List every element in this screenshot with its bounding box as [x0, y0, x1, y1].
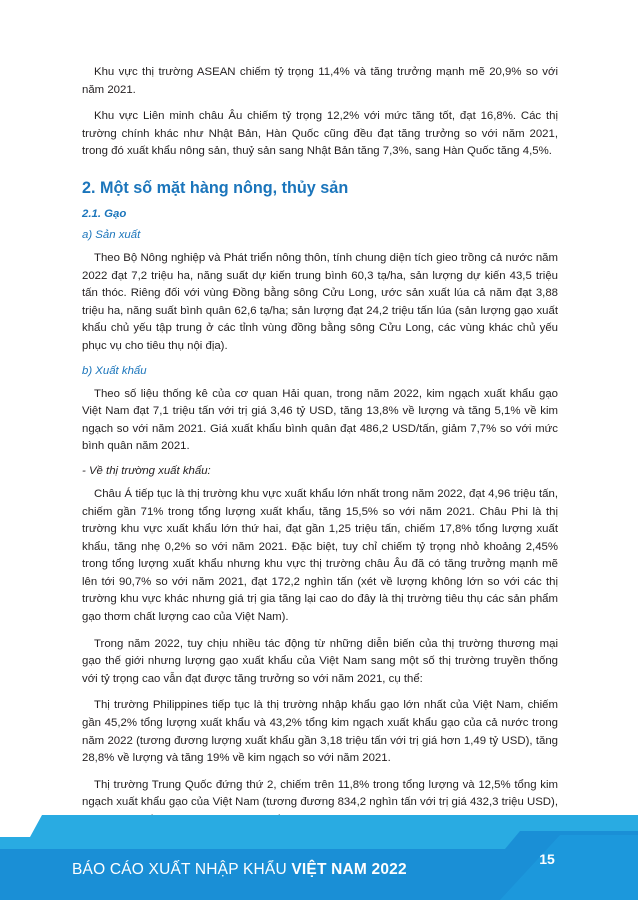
footer-title-regular: BÁO CÁO XUẤT NHẬP KHẨU: [72, 861, 292, 878]
market-note: - Về thị trường xuất khẩu:: [82, 464, 211, 477]
paragraph-production: Theo Bộ Nông nghiệp và Phát triển nông thôn, tính chung diện tích gieo trồng cả nước năm 2022 đạt 7,2 triệu ha, năng suất dự kiến trung bình 60,3 tạ/ha, sản lượng dự kiến 43,5 triệu tấn thóc. Riêng đối với vùng Đồng bằng sông Cửu Long, ước sản xuất lúa cả năm đạt 3,88 triệu ha, năng suất bình quân 62,6 tạ/ha; sản lượng đạt 24,2 triệu tấn lúa (sản lượng gạo xuất khẩu chủ yếu tập trung ở các tỉnh vùng đồng bằng sông Cửu Long, các vùng khác chủ yếu phục vụ cho tiêu thụ nội địa).: [82, 251, 558, 352]
page-number: 15: [539, 851, 555, 867]
footer-title: [72, 861, 407, 879]
document-body: [82, 64, 558, 839]
production-heading: a) Sản xuất: [82, 228, 141, 241]
paragraph-traditional-markets: Trong năm 2022, tuy chịu nhiều tác động từ những diễn biến của thị trường thương mại gạo thế giới nhưng lượng gạo xuất khẩu của Việt Nam sang một số thị trường truyền thống với tỷ trọng cao vẫn đạt được tăng trưởng so với năm 2021, cụ thể:: [82, 637, 558, 685]
paragraph-china: Thị trường Trung Quốc đứng thứ 2, chiếm trên 11,8% trong tổng lượng và 12,5% tổng kim ngạch xuất khẩu gạo của Việt Nam (tương đương 834,2 nghìn tấn với trị giá 432,3 triệu USD),: [82, 778, 558, 809]
subsection-heading: 2.1. Gạo: [82, 207, 127, 220]
footer-title-bold: VIỆT NAM 2022: [291, 861, 407, 878]
paragraph-export: Theo số liệu thống kê của cơ quan Hải quan, trong năm 2022, kim ngạch xuất khẩu gạo Việt Nam đạt 7,1 triệu tấn với trị giá 3,46 tỷ USD, tăng 13,8% về lượng và tăng 5,1% về kim ngạch so với năm 2021. Giá xuất khẩu bình quân đạt 486,2 USD/tấn, giảm 7,7% so với mức bình quân năm 2021.: [82, 387, 558, 453]
section-heading: 2. Một số mặt hàng nông, thủy sản: [82, 178, 349, 197]
paragraph-asia-africa: Châu Á tiếp tục là thị trường khu vực xuất khẩu lớn nhất trong năm 2022, đạt 4,96 triệu tấn, chiếm gần 71% trong tổng lượng xuất khẩu, tăng 15,5% so với năm 2021. Châu Phi là thị trường khu vực xuất khẩu lớn thứ hai, đạt gần 1,25 triệu tấn, chiếm 17,8% tổng lượng xuất khẩu, tăng nhẹ 0,2% so với năm 2021. Đặc biệt, tuy chỉ chiếm tỷ trọng nhỏ khoảng 2,45% trong tổng lượng xuất khẩu nhưng khu vực thị trường châu Âu đã có tăng trưởng mạnh mẽ lên tới 90,7% so với năm 2021, đạt 172,2 nghìn tấn (xét về lượng không lớn so với các thị trường khu vực khác nhưng giá trị gia tăng lại cao do đây là thị trường tiêu thụ các sản phẩm gạo thơm chất lượng cao của Việt Nam).: [82, 487, 558, 624]
page-footer: [0, 815, 638, 900]
export-heading: b) Xuất khẩu: [82, 364, 147, 377]
paragraph-philippines: Thị trường Philippines tiếp tục là thị trường nhập khẩu gạo lớn nhất của Việt Nam, chiếm gần 45,2% tổng lượng xuất khẩu và 43,2% tổng kim ngạch xuất khẩu gạo của cả nước trong năm 2022 (tương đương lượng xuất khẩu gần 3,18 triệu tấn với trị giá hơn 1,49 tỷ USD), tăng 28,8% về lượng và tăng 19% về kim ngạch so với năm 2021.: [82, 699, 558, 765]
paragraph-eu: Khu vực Liên minh châu Âu chiếm tỷ trọng 12,2% với mức tăng tốt, đạt 16,8%. Các thị trường chính khác như Nhật Bản, Hàn Quốc cũng đều đạt tăng trưởng so với năm 2021, trong đó xuất khẩu nông sản, thuỷ sản sang Nhật Bản tăng 7,3%, sang Hàn Quốc tăng 4,5%.: [82, 110, 558, 158]
paragraph-asean: Khu vực thị trường ASEAN chiếm tỷ trọng 11,4% và tăng trưởng mạnh mẽ 20,9% so với năm 2021.: [82, 66, 558, 96]
